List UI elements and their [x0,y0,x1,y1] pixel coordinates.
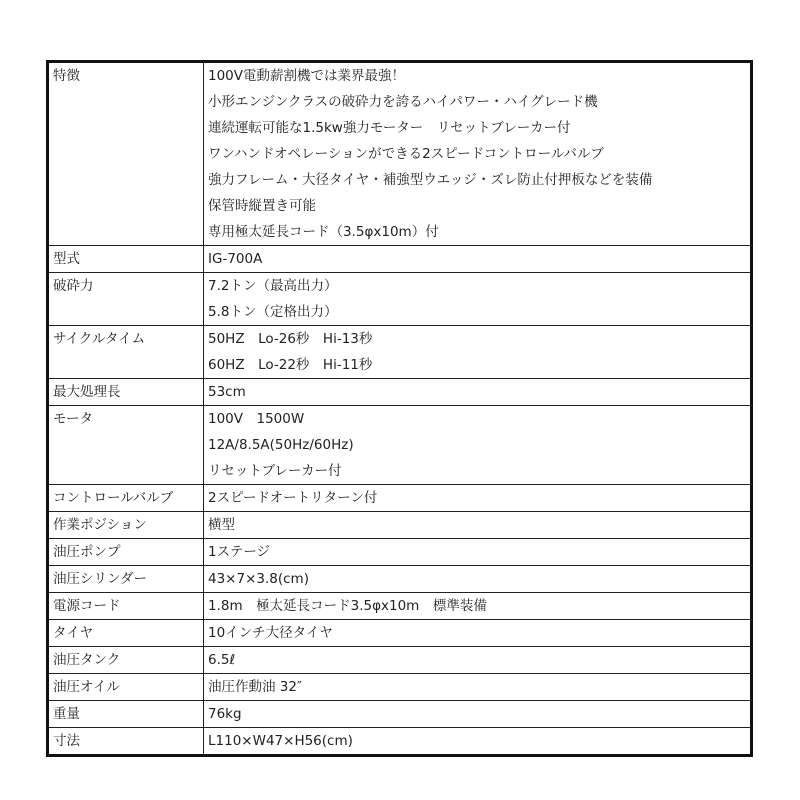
spec-value-line: 53cm [208,384,246,400]
spec-value [204,379,752,406]
spec-label: 油圧タンク [48,647,204,674]
spec-value-line: 100V 1500W [208,411,305,427]
spec-label: コントロールバルブ [48,485,204,512]
spec-row [48,539,752,566]
spec-value-line: 50HZ Lo-26秒 Hi-13秒 [208,331,373,347]
spec-value-line: IG-700A [208,251,263,267]
spec-value [204,620,752,647]
spec-label: 電源コード [48,593,204,620]
spec-value-line: 1ステージ [208,544,271,560]
spec-value-line: 10インチ大径タイヤ [208,625,333,641]
spec-row [48,728,752,756]
spec-label: 作業ポジション [48,512,204,539]
spec-value [204,62,752,246]
spec-value-line: 5.8トン（定格出力） [208,304,338,320]
spec-row [48,379,752,406]
spec-value-line: 連続運転可能な1.5kw強力モーター リセットブレーカー付 [208,120,571,136]
spec-label: 型式 [48,246,204,273]
spec-value-line: 76kg [208,706,242,722]
spec-value-line: 保管時縦置き可能 [208,198,316,214]
spec-table [46,60,753,757]
spec-value-line: 43×7×3.8(cm) [208,571,309,587]
spec-value [204,566,752,593]
spec-row [48,246,752,273]
spec-row [48,674,752,701]
spec-row [48,593,752,620]
spec-value-line: 100V電動薪割機では業界最強！ [208,68,406,84]
spec-row [48,512,752,539]
spec-value-line: 12A/8.5A(50Hz/60Hz) [208,437,354,453]
spec-label: サイクルタイム [48,326,204,379]
spec-label: 特徴 [48,62,204,246]
spec-table-body [48,62,752,756]
spec-value [204,539,752,566]
spec-label: 油圧シリンダー [48,566,204,593]
spec-value [204,273,752,326]
spec-row [48,620,752,647]
spec-value-line: 専用極太延長コード（3.5φx10m）付 [208,224,439,240]
spec-value [204,485,752,512]
spec-row [48,485,752,512]
spec-value [204,512,752,539]
spec-label: 寸法 [48,728,204,756]
spec-value-line: 油圧作動油 32″ [208,679,303,695]
spec-row [48,62,752,246]
spec-value-line: L110×W47×H56(cm) [208,733,353,749]
spec-value [204,593,752,620]
spec-value-line: 横型 [208,517,235,533]
spec-row [48,406,752,485]
spec-row [48,273,752,326]
spec-value-line: 強力フレーム・大径タイヤ・補強型ウエッジ・ズレ防止付押板などを装備 [208,172,653,188]
spec-row [48,326,752,379]
spec-value-line: 6.5ℓ [208,652,236,668]
spec-label: 油圧ポンプ [48,539,204,566]
spec-value-line: リセットブレーカー付 [208,463,342,479]
spec-value-line: ワンハンドオペレーションができる2スピードコントロールバルブ [208,146,604,162]
spec-value [204,326,752,379]
spec-value [204,674,752,701]
spec-label: 破砕力 [48,273,204,326]
spec-row [48,647,752,674]
spec-value [204,728,752,756]
spec-value-line: 小形エンジンクラスの破砕力を誇るハイパワー・ハイグレード機 [208,94,598,110]
spec-value-line: 7.2トン（最高出力） [208,278,338,294]
spec-label: 油圧オイル [48,674,204,701]
spec-value [204,246,752,273]
spec-value [204,647,752,674]
spec-value-line: 2スピードオートリターン付 [208,490,378,506]
spec-label: 最大処理長 [48,379,204,406]
spec-value-line: 1.8m 極太延長コード3.5φx10m 標準装備 [208,598,487,614]
spec-row [48,566,752,593]
spec-label: タイヤ [48,620,204,647]
spec-value [204,406,752,485]
spec-value [204,701,752,728]
spec-value-line: 60HZ Lo-22秒 Hi-11秒 [208,357,373,373]
spec-label: 重量 [48,701,204,728]
spec-row [48,701,752,728]
spec-label: モータ [48,406,204,485]
